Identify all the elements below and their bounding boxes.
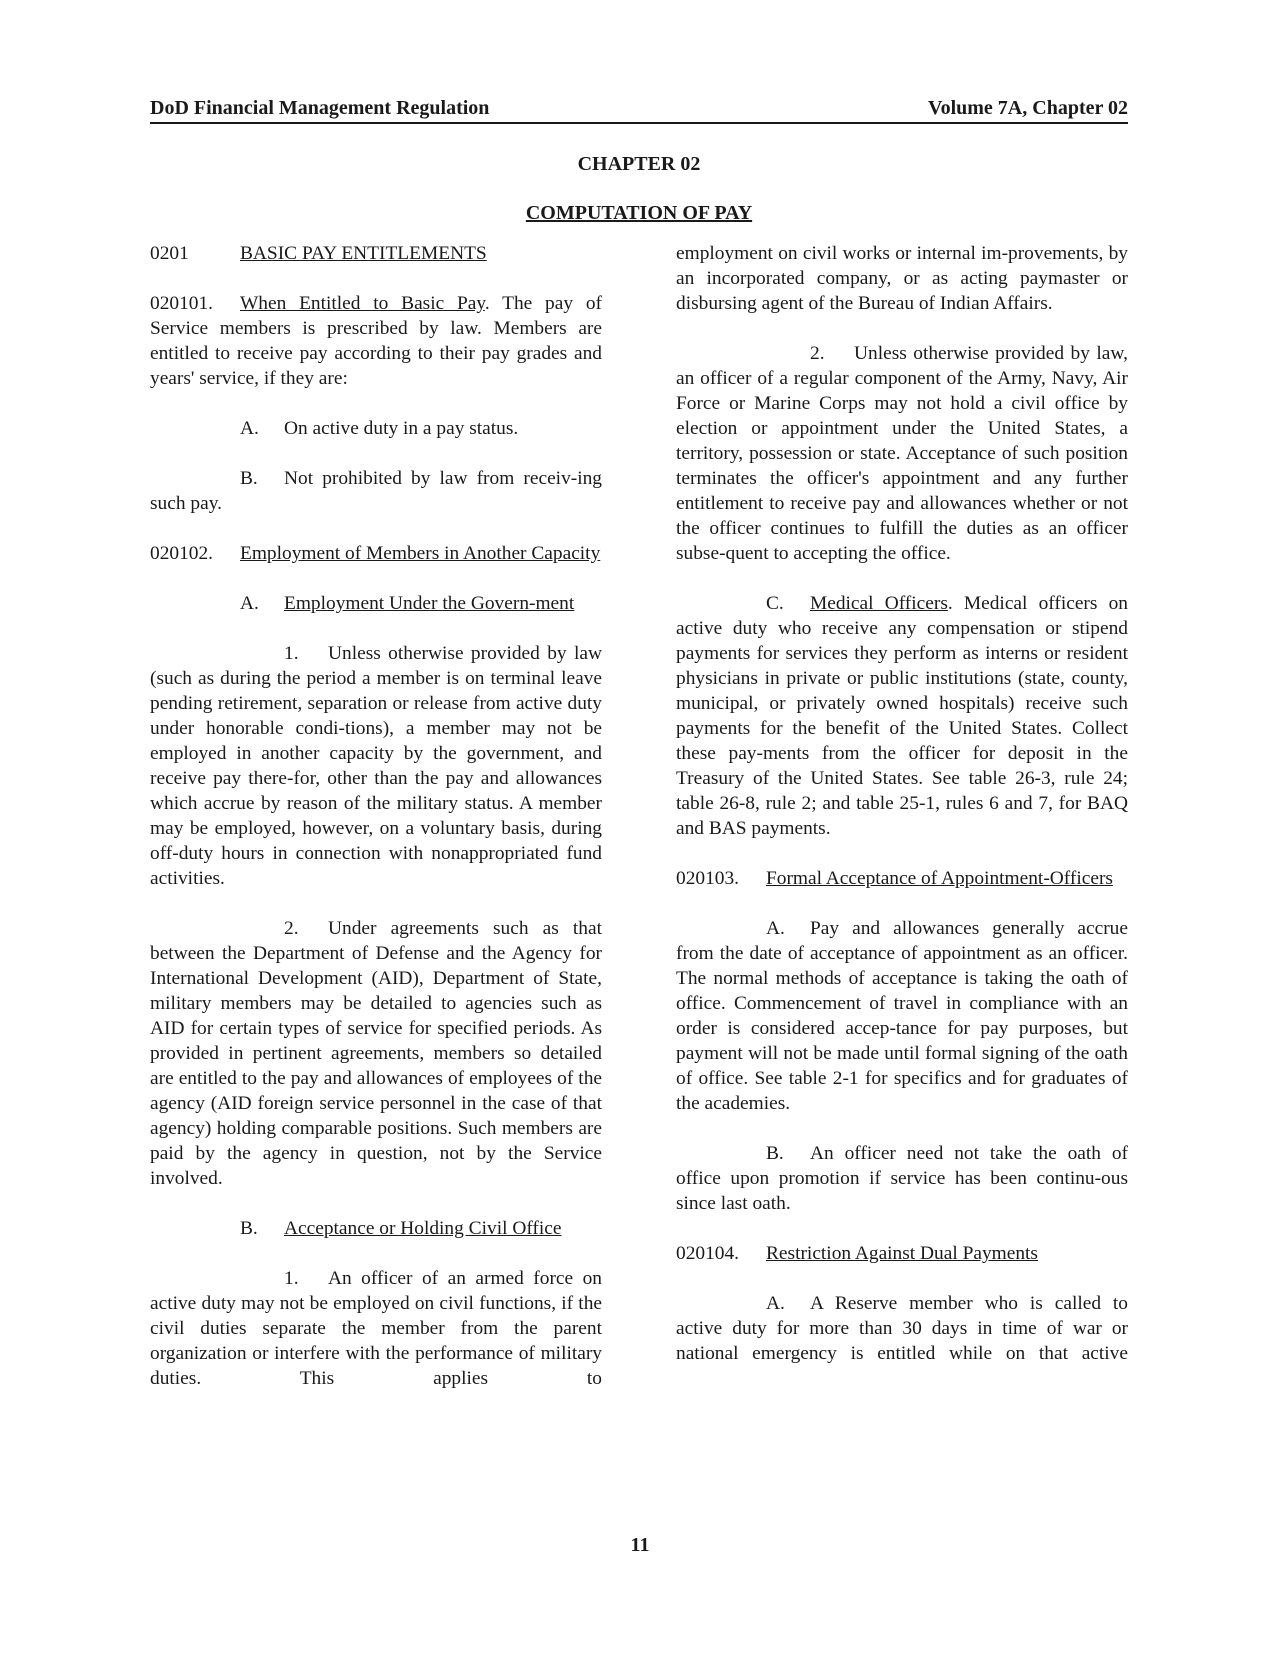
subsection-title: Employment Under the Govern-ment (284, 593, 575, 614)
section-number: 020101. (150, 293, 214, 314)
section-number: 020103. (676, 868, 740, 889)
left-column (150, 241, 602, 1416)
section-0201-heading (150, 241, 602, 266)
subsection-020102-b-heading (150, 1216, 602, 1241)
item-label: A. (766, 1293, 785, 1314)
section-number: 020102. (150, 543, 214, 564)
header-title: DoD Financial Management Regulation (150, 97, 490, 119)
list-item-020101-a (150, 416, 602, 441)
chapter-subtitle (150, 201, 1128, 225)
paragraph-continuation: employment on civil works or internal im-provements, by an incorporated company, or as acting paymaster or disbursing agent of the Bureau of Indian Affairs. (676, 243, 1128, 314)
paragraph-020102-a-1 (150, 641, 602, 891)
item-text: An officer of an armed force on active duty may not be employed on civil functions, if the civil duties separate the member from the parent organization or interfere with the performance of military duties. This applies to (150, 1268, 602, 1389)
section-title: Restriction Against Dual Payments (766, 1243, 1038, 1264)
item-label: C. (766, 593, 784, 614)
subsection-title: Acceptance or Holding Civil Office (284, 1218, 562, 1239)
section-020102-heading (150, 541, 602, 566)
item-label: 1. (284, 643, 299, 664)
list-item-020104-a (676, 1291, 1128, 1366)
item-text: Pay and allowances generally accrue from the date of acceptance of appointment as an officer. The normal methods of acceptance is taking the oath of office. Commencement of travel in compliance with an order is considered accep-tance for pay purposes, but payment will not be made until formal signing of the oath of office. See table 2-1 for specifics and for graduates of the academies. (676, 918, 1128, 1114)
list-item-020103-a (676, 916, 1128, 1116)
running-header (150, 96, 1128, 124)
section-020103-heading (676, 866, 1128, 891)
paragraph-020102-b-1 (150, 1266, 602, 1391)
list-item-020103-b (676, 1141, 1128, 1216)
document-page (150, 96, 1128, 1416)
item-label: B. (240, 468, 258, 489)
section-number: 0201 (150, 243, 189, 264)
item-text: On active duty in a pay status. (284, 418, 519, 439)
chapter-subtitle-text: COMPUTATION OF PAY (525, 202, 753, 224)
section-number: 020104. (676, 1243, 740, 1264)
right-column (676, 241, 1128, 1416)
paragraph-020102-a-2 (150, 916, 602, 1191)
item-label: 1. (284, 1268, 299, 1289)
item-label: B. (766, 1143, 784, 1164)
section-body: . The pay of Service members is prescribed by law. Members are entitled to receive pay according to their pay grades and years' service, if they are: (150, 293, 602, 389)
item-label: A. (240, 418, 259, 439)
paragraph-020102-b-2 (676, 341, 1128, 566)
section-title: BASIC PAY ENTITLEMENTS (240, 243, 487, 264)
section-title: Employment of Members in Another Capacity (240, 543, 601, 564)
item-text: . Medical officers on active duty who receive any compensation or stipend payments for services they perform as interns or resident physicians in private or public institutions (state, county, municipal, or privately owned hospitals) receive such payments for the benefit of the United States. Collect these pay-ments from the officer for deposit in the Treasury of the United States. See table 26-3, rule 24; table 26-8, rule 2; and table 25-1, rules 6 and 7, for BAQ and BAS payments. (676, 593, 1128, 839)
item-label: B. (240, 1218, 258, 1239)
item-text: Under agreements such as that between the Department of Defense and the Agency for International Development (AID), Department of State, military members may be detailed to agencies such as AID for certain types of service for specified periods. As provided in pertinent agreements, members so detailed are entitled to the pay and allowances of employees of the agency (AID foreign service personnel in the case of that agency) holding comparable positions. Such members are paid by the agency in question, not by the Service involved. (150, 918, 602, 1189)
item-text: A Reserve member who is called to active duty for more than 30 days in time of war or national emergency is entitled while on that active (676, 1293, 1128, 1364)
item-text: Unless otherwise provided by law (such as during the period a member is on terminal leave pending retirement, separation or release from active duty under honorable condi-tions), a member may not be employed in another capacity by the government, and receive pay there-for, other than the pay and allowances which accrue by reason of the military status. A member may be employed, however, on a voluntary basis, during off-duty hours in connection with nonappropriated fund activities. (150, 643, 602, 889)
page-number: 11 (630, 1534, 650, 1556)
list-item-020101-b (150, 466, 602, 516)
section-title: Formal Acceptance of Appointment-Officers (766, 868, 1113, 889)
subsection-title: Medical Officers (810, 593, 948, 614)
item-label: 2. (810, 343, 825, 364)
section-title: When Entitled to Basic Pay (240, 293, 485, 314)
chapter-title: CHAPTER 02 (577, 153, 701, 175)
section-020101 (150, 291, 602, 391)
item-text: An officer need not take the oath of office upon promotion if service has been continu-ous since last oath. (676, 1143, 1128, 1214)
item-text: Not prohibited by law from receiv-ing such pay. (150, 468, 602, 514)
item-label: 2. (284, 918, 299, 939)
item-text: Unless otherwise provided by law, an officer of a regular component of the Army, Navy, Air Force or Marine Corps may not hold a civil office by election or appointment under the United States, a territory, possession or state. Acceptance of such position terminates the officer's appointment and any further entitlement to receive pay and allowances whether or not the officer continues to fulfill the duties as an officer subse-quent to accepting the office. (676, 343, 1128, 564)
header-volume-chapter: Volume 7A, Chapter 02 (927, 97, 1128, 119)
two-column-body (150, 241, 1128, 1416)
item-label: A. (240, 593, 259, 614)
subsection-020102-c (676, 591, 1128, 841)
subsection-020102-a-heading (150, 591, 602, 616)
item-label: A. (766, 918, 785, 939)
section-020104-heading (676, 1241, 1128, 1266)
